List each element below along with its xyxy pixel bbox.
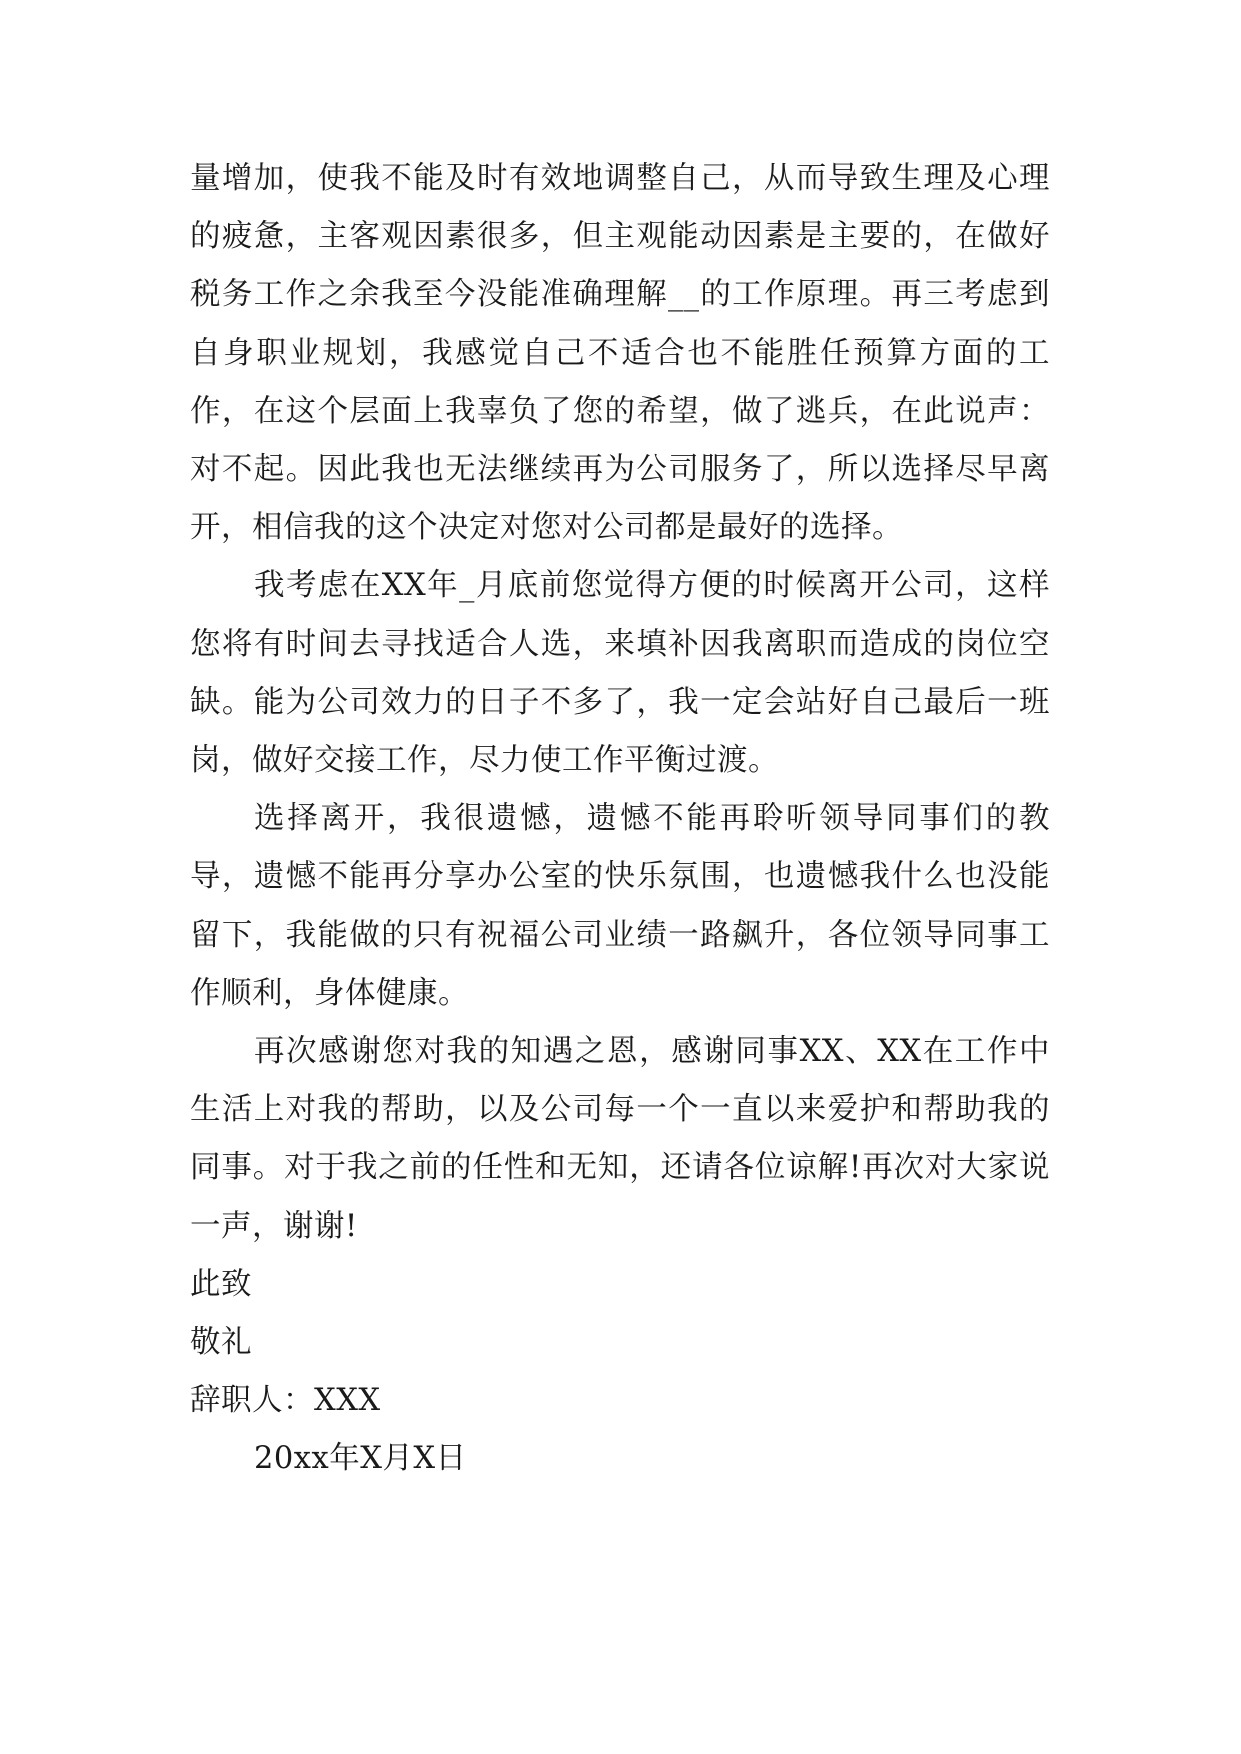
- signature: 辞职人：XXX: [190, 1383, 381, 1419]
- salutation: 敬礼: [190, 1325, 252, 1361]
- paragraph-regret: 选择离开，我很遗憾，遗憾不能再聆听领导同事们的教导，遗憾不能再分享办公室的快乐氛围，也遗憾我什么也没能留下，我能做的只有祝福公司业绩一路飙升，各位领导同事工作顺利，身体健康。: [190, 801, 1050, 1011]
- paragraph-thanks: 再次感谢您对我的知遇之恩，感谢同事XX、XX在工作中生活上对我的帮助，以及公司每一个一直以来爱护和帮助我的同事。对于我之前的任性和无知，还请各位谅解!再次对大家说一声，谢谢!: [190, 1034, 1050, 1244]
- letter-body: [190, 150, 1050, 1489]
- closing-phrase: 此致: [190, 1266, 252, 1302]
- letter-date: 20xx年X月X日: [254, 1441, 467, 1477]
- paragraph-continuation: 量增加，使我不能及时有效地调整自己，从而导致生理及心理的疲惫，主客观因素很多，但主观能动因素是主要的，在做好税务工作之余我至今没能准确理解__的工作原理。再三考虑到自身职业规划，我感觉自己不适合也不能胜任预算方面的工作，在这个层面上我辜负了您的希望，做了逃兵，在此说声：对不起。因此我也无法继续再为公司服务了，所以选择尽早离开，相信我的这个决定对您对公司都是最好的选择。: [190, 161, 1050, 546]
- paragraph-departure-plan: 我考虑在XX年_月底前您觉得方便的时候离开公司，这样您将有时间去寻找适合人选，来填补因我离职而造成的岗位空缺。能为公司效力的日子不多了，我一定会站好自己最后一班岗，做好交接工作，尽力使工作平衡过渡。: [190, 568, 1050, 779]
